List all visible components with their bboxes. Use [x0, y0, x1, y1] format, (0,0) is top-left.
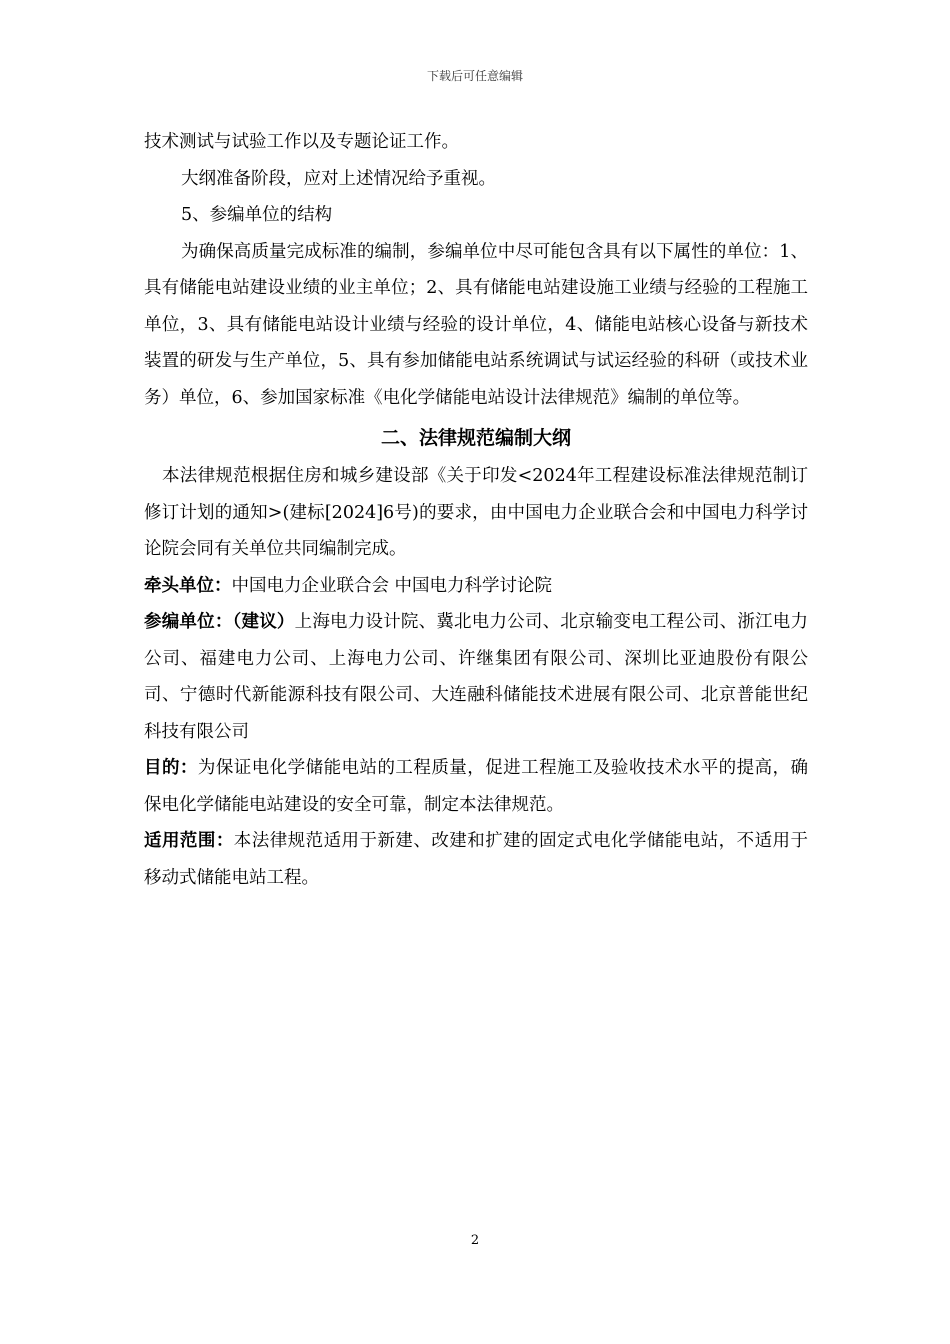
purpose-paragraph: [144, 750, 808, 823]
purpose-label: 目的：: [144, 758, 198, 778]
section-heading: 二、法律规范编制大纲: [380, 427, 571, 449]
participant-units-label: 参编单位：（建议）: [144, 612, 295, 632]
lead-units-label: 牵头单位：: [144, 575, 232, 596]
page-number: 2: [470, 1233, 480, 1248]
document-body: [144, 124, 808, 896]
scope-value: 本法律规范适用于新建、改建和扩建的固定式电化学储能电站，不适用于移动式储能电站工程。: [144, 831, 809, 888]
paragraph-basis: 本法律规范根据住房和城乡建设部《关于印发<2024年工程建设标准法律规范制订修订计划的通知>(建标[2024]6号)的要求，由中国电力企业联合会和中国电力科学讨论院会同有关单位共同编制完成。: [144, 466, 808, 559]
lead-units-value: 中国电力企业联合会 中国电力科学讨论院: [231, 575, 553, 596]
page-header-note: 下载后可任意编辑: [426, 69, 523, 83]
subsection-title-participants-structure: 5、参编单位的结构: [181, 205, 333, 225]
paragraph-participants-structure: 为确保高质量完成标准的编制，参编单位中尽可能包含具有以下属性的单位：1、具有储能电站建设业绩的业主单位；2、具有储能电站建设施工业绩与经验的工程施工单位，3、具有储能电站设计业绩与经验的设计单位，4、储能电站核心设备与新技术装置的研发与生产单位，5、具有参加储能电站系统调试与试运经验的科研（或技术业务）单位，6、参加国家标准《电化学储能电站设计法律规范》编制的单位等。: [144, 241, 808, 408]
participant-units-value: 上海电力设计院、冀北电力公司、北京输变电工程公司、浙江电力公司、福建电力公司、上海电力公司、许继集团有限公司、深圳比亚迪股份有限公司、宁德时代新能源科技有限公司、大连融科储能技术进展有限公司、北京普能世纪科技有限公司: [144, 612, 809, 742]
scope-label: 适用范围：: [144, 831, 234, 851]
paragraph-outline-stage: 大纲准备阶段，应对上述情况给予重视。: [181, 168, 496, 189]
participant-units-paragraph: [144, 604, 808, 750]
purpose-value: 为保证电化学储能电站的工程质量，促进工程施工及验收技术水平的提高，确保电化学储能电站建设的安全可靠，制定本法律规范。: [144, 758, 808, 815]
lead-units-line: [144, 568, 808, 605]
paragraph-continuation: 技术测试与试验工作以及专题论证工作。: [144, 132, 459, 152]
scope-paragraph: [144, 823, 808, 896]
